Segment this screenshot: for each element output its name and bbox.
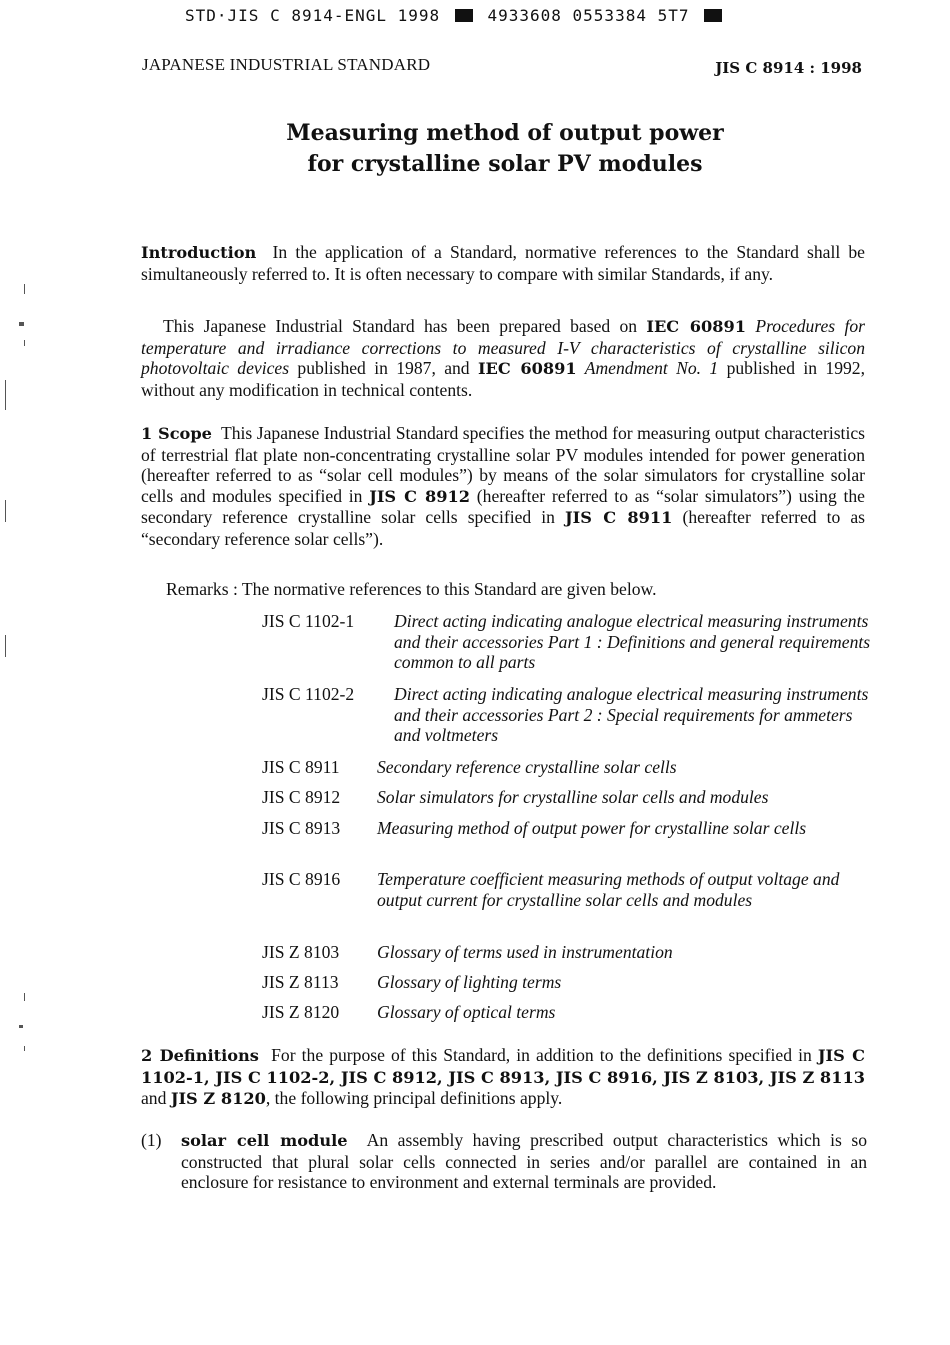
stamp-middle: 4933608 0553384 5T7	[487, 6, 690, 25]
intro-p2-text: published in 1992, without any modification in technical contents.	[141, 358, 865, 400]
reference-code: JIS C 8912	[262, 787, 341, 807]
definition-text: An assembly having prescribed output characteristics which is so constructed that plural solar cells connected in series and/or parallel are contained in an enclosure for resistance to environment and external terminals are provided.	[181, 1130, 868, 1193]
intro-p2-amendment: Amendment No. 1	[576, 358, 719, 379]
intro-p2-ref: IEC 60891	[646, 317, 747, 336]
intro-p2-text: This Japanese Industrial Standard has been prepared based on	[163, 316, 647, 336]
reference-item	[262, 1002, 872, 1023]
title-line-1: Measuring method of output power	[286, 120, 724, 146]
header-standard-label: JAPANESE INDUSTRIAL STANDARD	[142, 55, 431, 74]
reference-title: Measuring method of output power for crystalline solar cells	[377, 818, 807, 838]
reference-list	[262, 942, 872, 963]
reference-title: Glossary of terms used in instrumentation	[377, 942, 673, 962]
stamp-left: STD·JIS C 8914-ENGL 1998	[185, 6, 441, 25]
reference-item	[262, 787, 872, 808]
reference-code: JIS C 1102-1	[262, 611, 355, 631]
intro-p2-text: published in 1987, and	[289, 358, 478, 379]
intro-paragraph-2	[141, 316, 865, 400]
reference-code: JIS C 8911	[262, 757, 340, 777]
reference-item	[262, 869, 872, 910]
title-line-2: for crystalline solar PV modules	[307, 151, 703, 177]
reference-title: Glossary of optical terms	[377, 1002, 556, 1022]
definitions-text: and	[141, 1088, 171, 1109]
intro-p2-title: Procedures for temperature and irradiance corrections to measured I-V characteristics of crystalline silicon photovoltaic devices	[141, 316, 865, 379]
definition-term: solar cell module	[181, 1131, 348, 1150]
intro-heading: Introduction	[141, 243, 257, 262]
reference-title: Glossary of lighting terms	[377, 972, 562, 992]
definition-item	[141, 1130, 867, 1193]
intro-paragraph-1	[141, 242, 865, 284]
reference-title: Direct acting indicating analogue electrical measuring instruments and their accessories Part 2 : Special requirements for ammeters and voltmeters	[394, 684, 869, 746]
reference-item	[262, 942, 872, 963]
margin-scan-mark	[5, 635, 6, 657]
definitions-text: For the purpose of this Standard, in addition to the definitions specified in	[271, 1045, 818, 1065]
reference-item	[262, 818, 872, 839]
reference-item	[262, 757, 872, 778]
reference-list	[262, 869, 872, 910]
reference-list	[262, 1002, 872, 1023]
margin-scan-mark	[24, 993, 25, 1001]
scope-section	[141, 423, 865, 550]
header-standard-number: JIS C 8914 : 1998	[715, 59, 862, 77]
reference-code: JIS Z 8120	[262, 1002, 340, 1022]
definitions-refs: JIS Z 8120	[170, 1089, 266, 1109]
margin-scan-mark	[5, 500, 6, 522]
scope-text: (hereafter referred to as “solar simulators”) using the secondary reference crystalline solar cells specified in	[141, 485, 865, 528]
definitions-heading: 2 Definitions	[141, 1046, 259, 1065]
black-block-mark	[455, 9, 473, 22]
reference-item	[262, 972, 872, 993]
reference-list	[262, 757, 872, 778]
page-title	[0, 118, 950, 180]
black-block-mark	[704, 9, 722, 22]
margin-scan-mark	[5, 380, 6, 410]
definitions-text: , the following principal definitions apply.	[265, 1088, 563, 1109]
definitions-refs: JIS C 1102-1, JIS C 1102-2, JIS C 8912, JIS C 8913, JIS C 8916, JIS Z 8103, JIS Z 8113	[141, 1046, 865, 1087]
reference-title: Direct acting indicating analogue electrical measuring instruments and their accessories Part 1 : Definitions and general requirements common to all parts	[394, 611, 871, 673]
margin-scan-mark	[19, 322, 24, 326]
intro-text: In the application of a Standard, normative references to the Standard shall be simultaneously referred to. It is often necessary to compare with similar Standards, if any.	[141, 242, 865, 284]
definitions-section	[141, 1045, 865, 1110]
reference-title: Temperature coefficient measuring methods of output voltage and output current for crystalline solar cells and modules	[377, 869, 840, 910]
reference-list	[262, 818, 872, 839]
reference-code: JIS C 8916	[262, 869, 341, 889]
margin-scan-mark	[24, 1046, 25, 1051]
reference-list	[262, 787, 872, 808]
definition-body	[181, 1130, 867, 1193]
margin-scan-mark	[24, 284, 25, 294]
scope-text: (hereafter referred to as “secondary reference solar cells”).	[141, 507, 865, 549]
reference-list	[262, 684, 872, 746]
reference-code: JIS C 1102-2	[262, 684, 355, 704]
intro-p2-ref: IEC 60891	[477, 359, 577, 379]
reference-code: JIS C 8913	[262, 818, 341, 838]
margin-scan-mark	[19, 1025, 23, 1028]
scope-text: This Japanese Industrial Standard specifies the method for measuring output characteristics of terrestrial flat plate non-concentrating crystalline solar PV modules intended for power generation (hereafter referred to as “solar cell modules”) by means of the solar simulators for crystalline solar cells and modules specified in	[141, 423, 865, 506]
definition-number: (1)	[141, 1130, 162, 1150]
margin-scan-mark	[24, 340, 25, 346]
reference-list	[262, 611, 872, 673]
reference-item	[262, 684, 872, 746]
scope-ref: JIS C 8912	[369, 486, 471, 506]
reference-title: Secondary reference crystalline solar cells	[377, 757, 677, 777]
scope-ref: JIS C 8911	[565, 508, 673, 528]
scope-heading: 1 Scope	[141, 424, 212, 443]
reference-code: JIS Z 8113	[262, 972, 339, 992]
stamp-line	[185, 6, 726, 25]
remarks-label: Remarks : The normative references to this Standard are given below.	[166, 579, 657, 599]
reference-list	[262, 972, 872, 993]
reference-code: JIS Z 8103	[262, 942, 340, 962]
reference-title: Solar simulators for crystalline solar cells and modules	[377, 787, 769, 807]
reference-item	[262, 611, 872, 673]
